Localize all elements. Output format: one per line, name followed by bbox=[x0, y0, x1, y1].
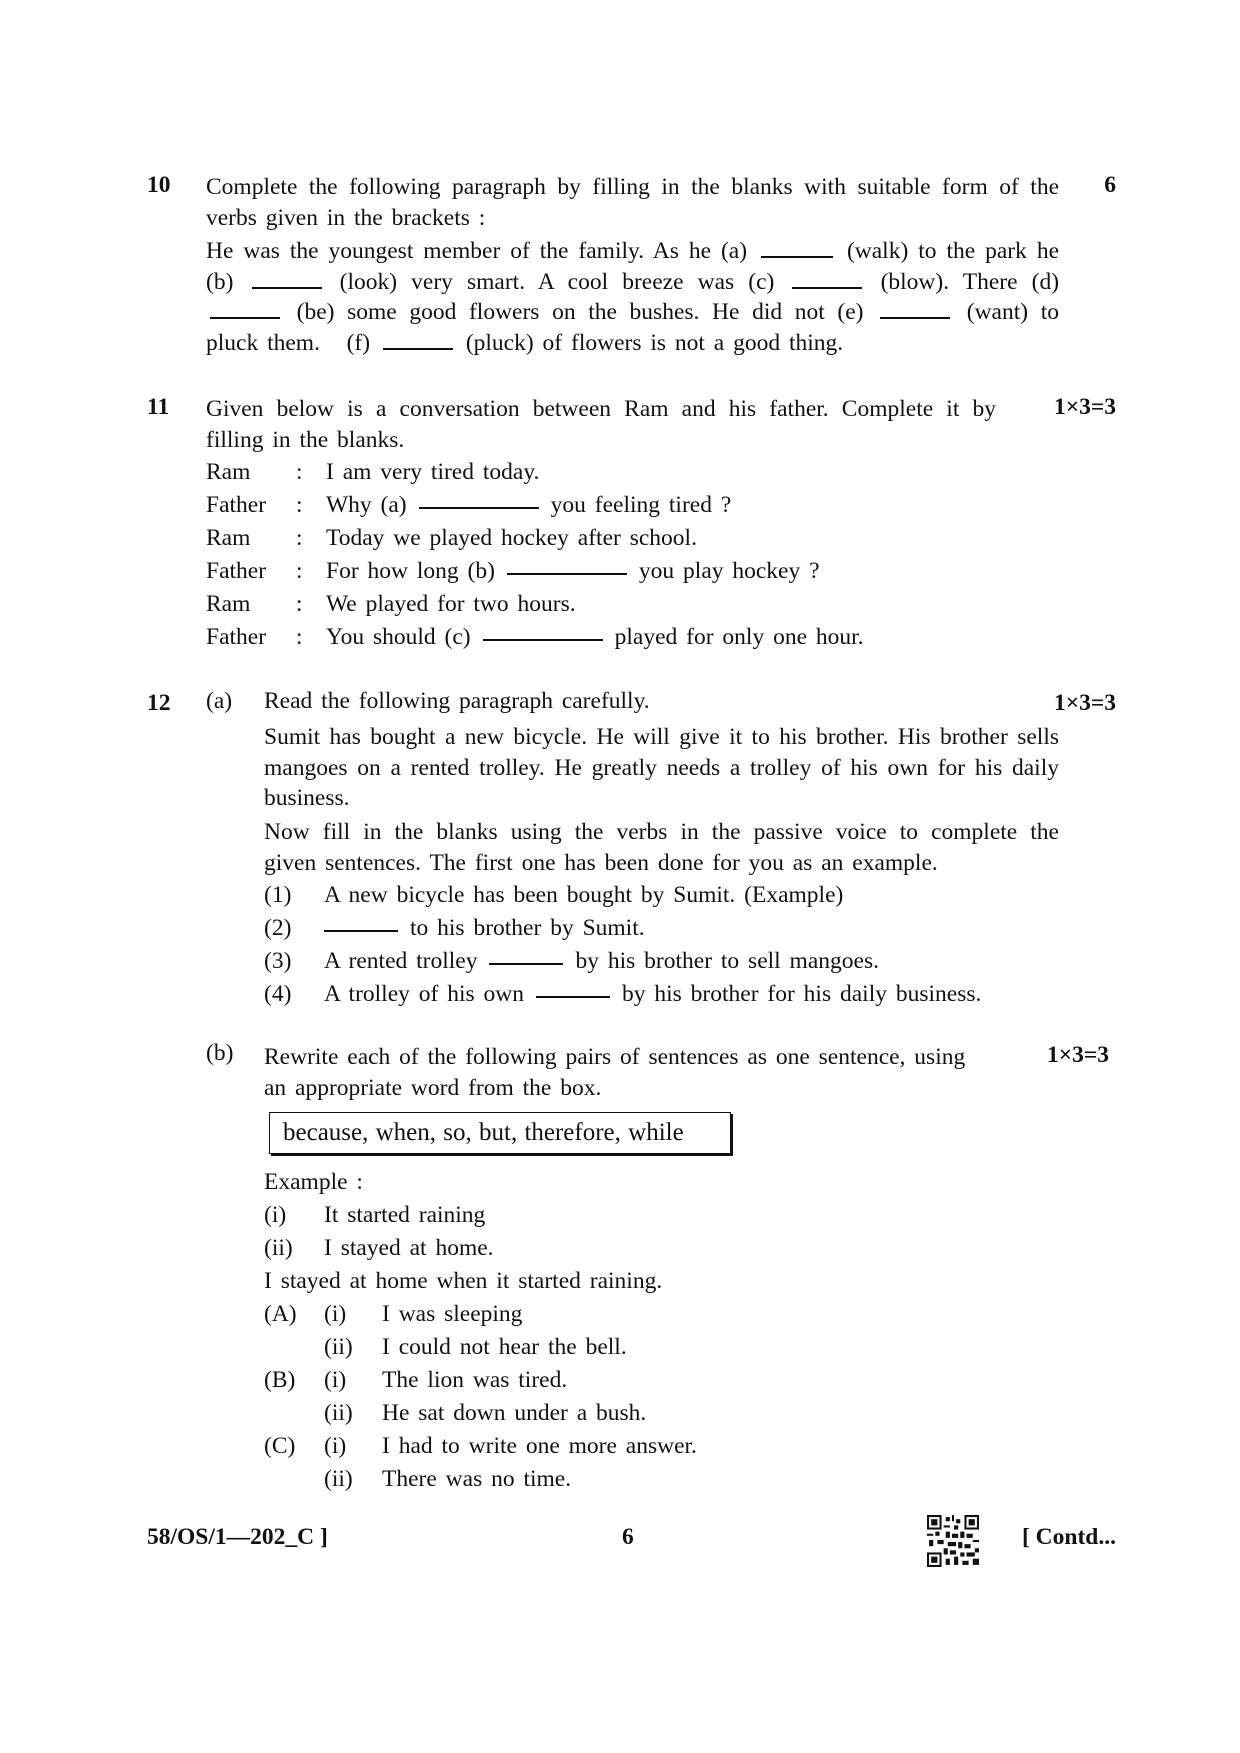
example-item bbox=[264, 1199, 485, 1232]
word-box: because, when, so, but, therefore, while bbox=[269, 1112, 731, 1154]
item-text: A trolley of his own bbox=[324, 981, 524, 1007]
dialogue-text: Today we played hockey after school. bbox=[326, 525, 697, 551]
dialogue-text: For how long (b) bbox=[326, 558, 495, 584]
dialogue-text: you feeling tired ? bbox=[550, 492, 732, 518]
item-number: (ii) bbox=[324, 1466, 353, 1492]
question-instruction: Rewrite each of the following pairs of sentences as one sentence, using an appropriate word from the box. bbox=[264, 1044, 966, 1101]
question-number: 11 bbox=[147, 394, 170, 420]
item-text: The lion was tired. bbox=[382, 1367, 568, 1393]
question-instruction: Read the following paragraph carefully. bbox=[264, 688, 650, 714]
separator: : bbox=[296, 459, 303, 485]
dialogue-text: played for only one hour. bbox=[614, 624, 864, 650]
answer-blank[interactable] bbox=[792, 269, 862, 289]
separator: : bbox=[296, 525, 303, 551]
dialogue-text: We played for two hours. bbox=[326, 591, 576, 617]
item-number: (ii) bbox=[324, 1400, 353, 1426]
sentence-pair bbox=[264, 1430, 697, 1463]
sub-question-label: (b) bbox=[206, 1040, 234, 1066]
dialogue-text: Why (a) bbox=[326, 492, 407, 518]
example-label: Example : bbox=[264, 1169, 363, 1195]
answer-blank[interactable] bbox=[761, 238, 833, 258]
dialogue-line bbox=[206, 522, 697, 555]
item-number: (2) bbox=[264, 915, 292, 941]
answer-blank[interactable] bbox=[507, 555, 627, 575]
dialogue-text: You should (c) bbox=[326, 624, 471, 650]
sentence-pair-line bbox=[324, 1463, 571, 1496]
answer-blank[interactable] bbox=[324, 912, 398, 932]
answer-blank[interactable] bbox=[483, 621, 603, 641]
item-text: It started raining bbox=[324, 1202, 486, 1228]
item-number: (i) bbox=[324, 1301, 347, 1327]
speaker: Father bbox=[206, 492, 267, 518]
speaker: Father bbox=[206, 558, 267, 584]
text-segment: (look) very smart. A cool breeze was (c) bbox=[339, 268, 775, 295]
text-segment: (f) bbox=[346, 329, 371, 356]
item-number: (4) bbox=[264, 981, 292, 1007]
text-segment: He was the youngest member of the family. As he (a) bbox=[206, 238, 748, 264]
item-text: I stayed at home. bbox=[324, 1235, 494, 1261]
sub-question-label: (a) bbox=[206, 688, 233, 714]
item-number: (ii) bbox=[324, 1334, 353, 1360]
item-text: I was sleeping bbox=[382, 1301, 523, 1327]
qr-code-icon bbox=[927, 1515, 979, 1567]
marks: 1×3=3 bbox=[1046, 1042, 1109, 1068]
item-text: I had to write one more answer. bbox=[382, 1433, 697, 1459]
text-segment: (pluck) of flowers is not a good thing. bbox=[465, 329, 844, 356]
item-text: He sat down under a bush. bbox=[382, 1400, 647, 1426]
separator: : bbox=[296, 591, 303, 617]
text-segment: (be) some good flowers on the bushes. He did not (e) bbox=[296, 299, 864, 325]
item-number: (1) bbox=[264, 882, 292, 908]
question-paragraph bbox=[206, 236, 1059, 358]
text-segment: (want) to pluck them. bbox=[206, 299, 1060, 356]
dialogue-line bbox=[206, 456, 539, 489]
separator: : bbox=[296, 624, 303, 650]
speaker: Father bbox=[206, 624, 267, 650]
list-item bbox=[264, 879, 843, 912]
answer-blank[interactable] bbox=[880, 299, 950, 319]
continued-label: [ Contd... bbox=[1021, 1524, 1116, 1550]
list-item bbox=[264, 978, 981, 1011]
question-direction: Now fill in the blanks using the verbs in the passive voice to complete the given sentences. The first one has been done for you as an example. bbox=[264, 819, 1059, 876]
item-number: (i) bbox=[264, 1202, 287, 1228]
answer-blank[interactable] bbox=[383, 330, 453, 350]
answer-blank[interactable] bbox=[419, 489, 539, 509]
question-paragraph: Sumit has bought a new bicycle. He will give it to his brother. His brother sells mangoes on a rented trolley. He greatly needs a trolley of his own for his daily business. bbox=[264, 724, 1059, 811]
item-text: I could not hear the bell. bbox=[382, 1334, 627, 1360]
sentence-pair-line bbox=[324, 1397, 646, 1430]
pair-letter: (A) bbox=[264, 1301, 297, 1327]
dialogue-line bbox=[206, 621, 864, 654]
dialogue-line bbox=[206, 588, 576, 621]
text-segment: (walk) to the park he (b) bbox=[206, 238, 1059, 295]
list-item bbox=[264, 945, 879, 978]
sentence-pair bbox=[264, 1298, 522, 1331]
question-instruction: Given below is a conversation between Ram and his father. Complete it by filling in the blanks. bbox=[206, 396, 996, 453]
item-text: by his brother to sell mangoes. bbox=[575, 948, 879, 974]
example-item bbox=[264, 1232, 494, 1265]
item-text: by his brother for his daily business. bbox=[622, 981, 982, 1007]
item-number: (3) bbox=[264, 948, 292, 974]
item-number: (ii) bbox=[264, 1235, 293, 1261]
pair-letter: (C) bbox=[264, 1433, 296, 1459]
answer-blank[interactable] bbox=[210, 299, 280, 319]
paper-code: 58/OS/1—202_C ] bbox=[147, 1524, 328, 1550]
marks: 1×3=3 bbox=[1053, 394, 1116, 420]
item-text: A new bicycle has been bought by Sumit. (Example) bbox=[324, 882, 844, 908]
speaker: Ram bbox=[206, 525, 251, 551]
item-text: to his brother by Sumit. bbox=[410, 915, 645, 941]
page-number: 6 bbox=[622, 1524, 634, 1550]
sentence-pair-line bbox=[324, 1331, 627, 1364]
marks: 6 bbox=[1104, 172, 1116, 198]
sentence-pair bbox=[264, 1364, 567, 1397]
answer-blank[interactable] bbox=[252, 269, 322, 289]
separator: : bbox=[296, 492, 303, 518]
example-answer: I stayed at home when it started raining. bbox=[264, 1268, 663, 1294]
item-number: (i) bbox=[324, 1433, 347, 1459]
marks: 1×3=3 bbox=[1053, 690, 1116, 716]
dialogue-line bbox=[206, 489, 731, 522]
question-number: 12 bbox=[147, 690, 171, 716]
question-instruction: Complete the following paragraph by filling in the blanks with suitable form of the verbs given in the brackets : bbox=[206, 174, 1059, 231]
answer-blank[interactable] bbox=[489, 945, 563, 965]
speaker: Ram bbox=[206, 459, 251, 485]
item-text: A rented trolley bbox=[324, 948, 478, 974]
pair-letter: (B) bbox=[264, 1367, 296, 1393]
item-number: (i) bbox=[324, 1367, 347, 1393]
item-text: There was no time. bbox=[382, 1466, 572, 1492]
question-number: 10 bbox=[147, 172, 171, 198]
dialogue-text: you play hockey ? bbox=[638, 558, 820, 584]
list-item bbox=[264, 912, 645, 945]
text-segment: (blow). There (d) bbox=[880, 268, 1060, 295]
dialogue-line bbox=[206, 555, 820, 588]
separator: : bbox=[296, 558, 303, 584]
speaker: Ram bbox=[206, 591, 251, 617]
dialogue-text: I am very tired today. bbox=[326, 459, 540, 485]
answer-blank[interactable] bbox=[536, 978, 610, 998]
